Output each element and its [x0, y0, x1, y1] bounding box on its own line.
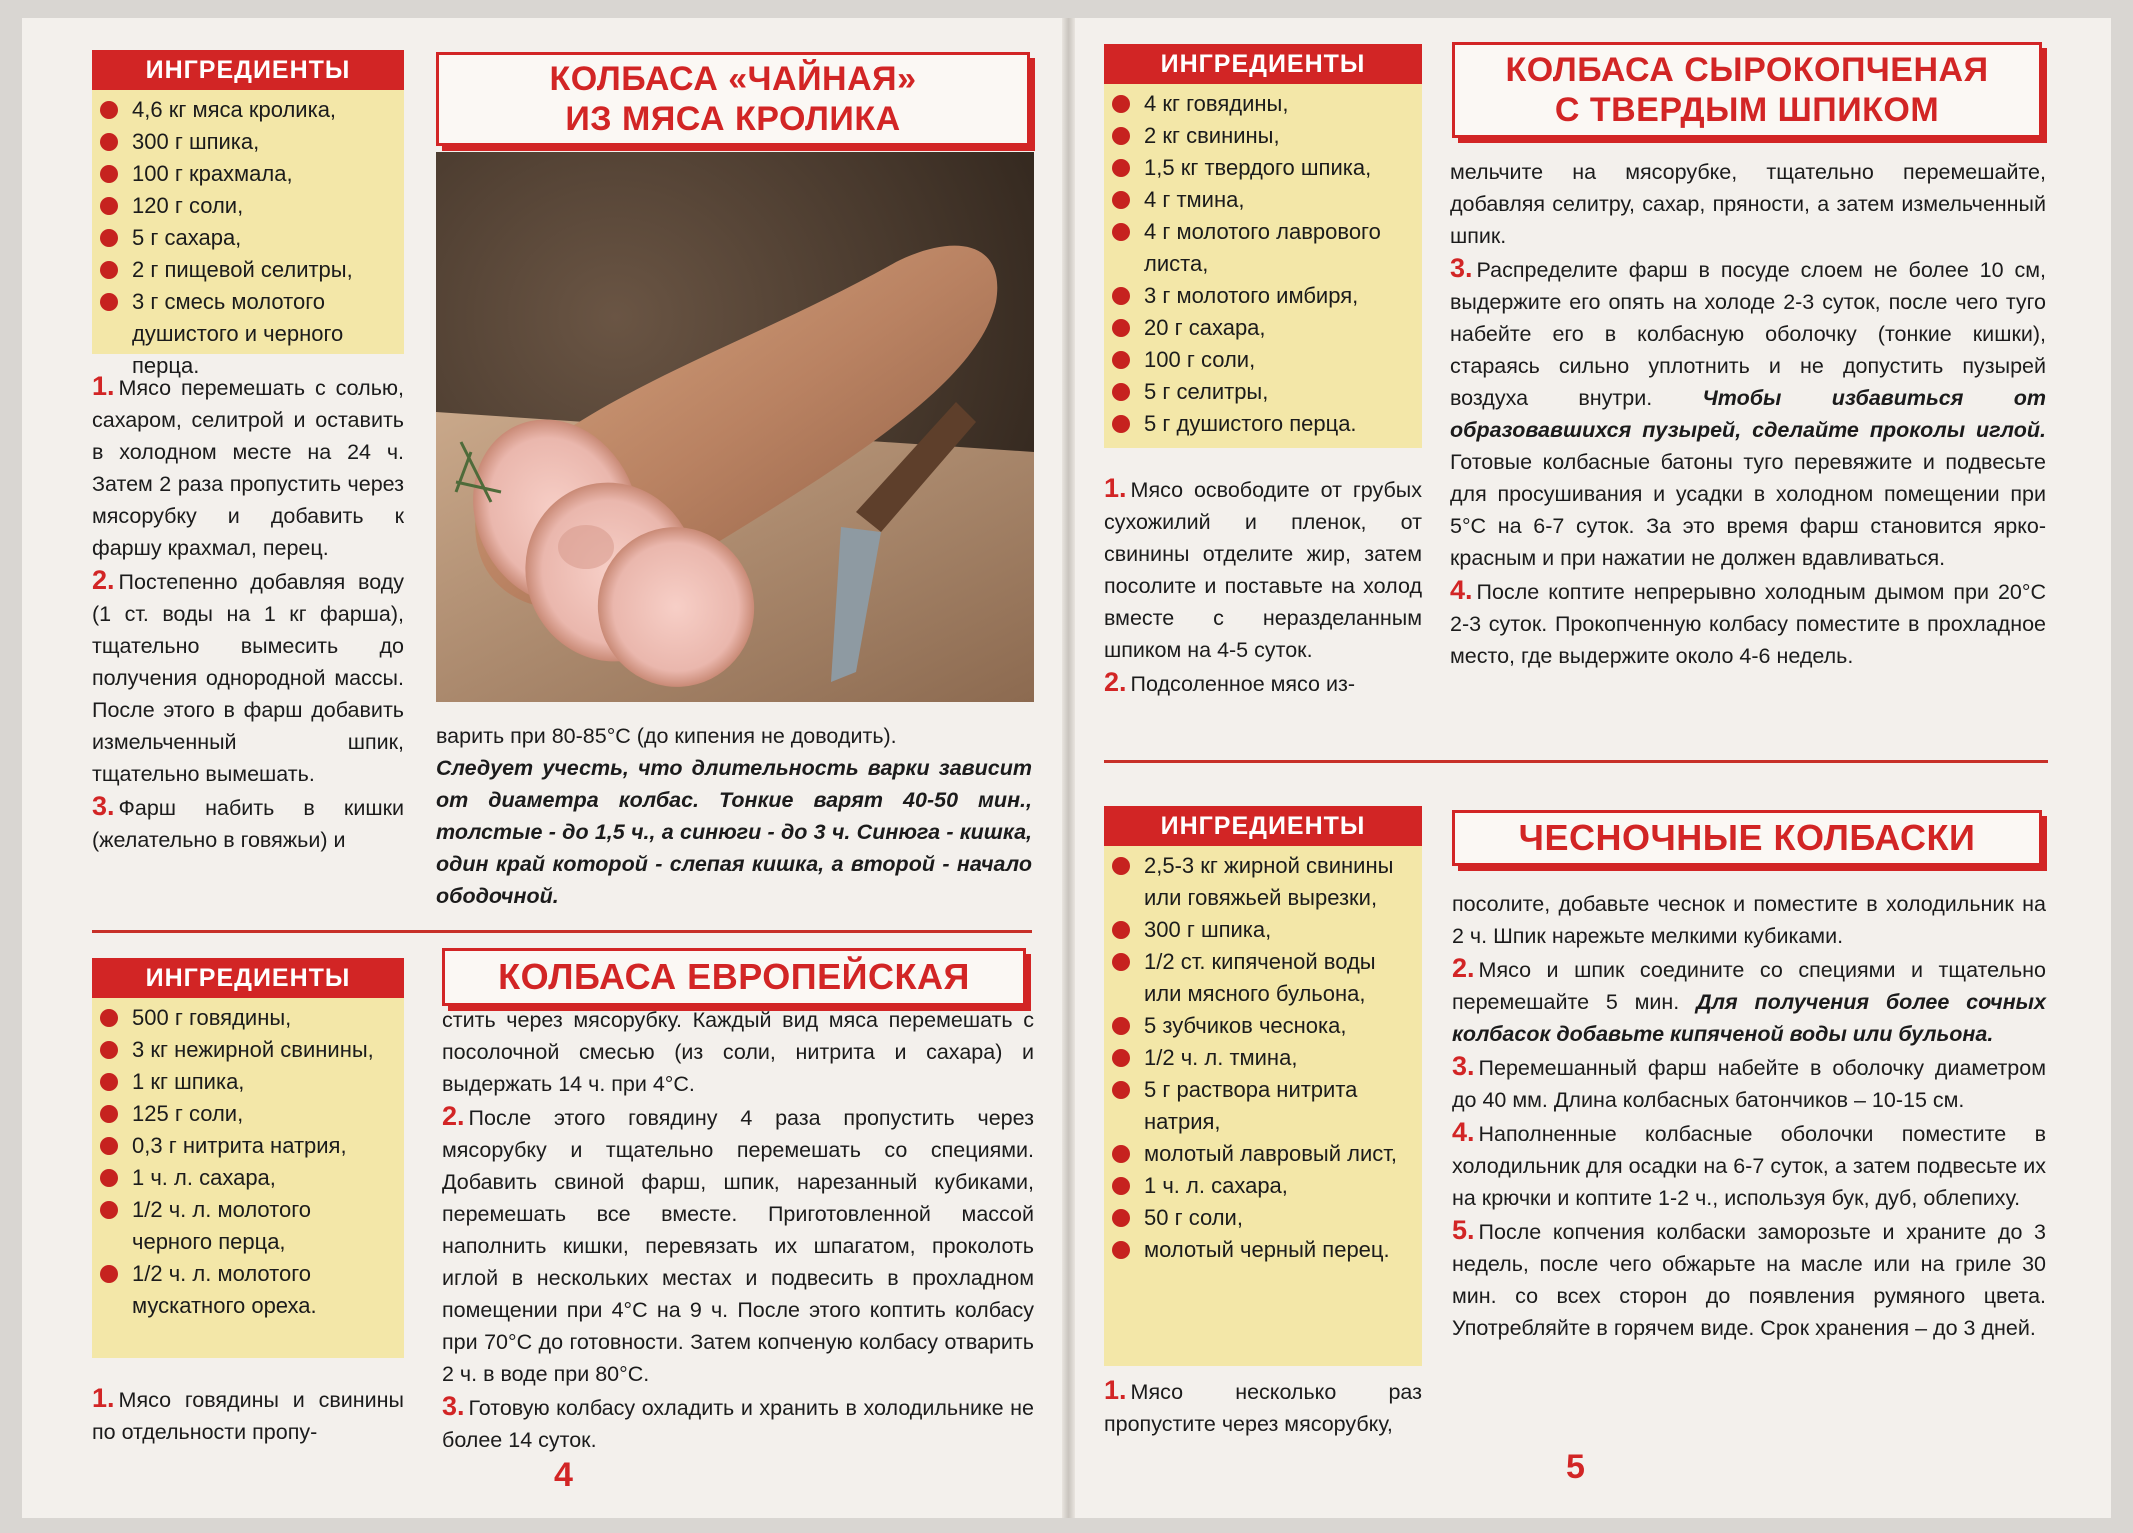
- bullet-icon: [1112, 319, 1130, 337]
- recipe3-title: [1452, 42, 2042, 138]
- bullet-icon: [1112, 1209, 1130, 1227]
- recipe1-title-line2: ИЗ МЯСА КРОЛИКА: [565, 100, 901, 138]
- recipe3-step3: 3. Распределите фарш в посуде слоем не более 10 см, выдержите его опять на холоде 2-3 суток, после чего туго набейте его в колбасную оболочку (тонкие кишки), стараясь сильно уплотнить и не допустить пузырей воздуха внутри. Чтобы избавиться от образовавшихся пузырей, сделайте проколы иглой. Готовые колбасные батоны туго перевяжите и подвесьте для просушивания и усадки в холодном помещении при 5°С на 6-7 суток. За это время фарш становится ярко-красным и при нажатии не должен вдавливаться.: [1450, 253, 2046, 570]
- recipe2-ingredients-list: [92, 998, 404, 1332]
- recipe1-steps-col1: [92, 370, 404, 856]
- bullet-icon: [100, 197, 118, 215]
- ingredient-item: 3 г смесь молотого душистого и черного перца.: [100, 286, 396, 382]
- recipe2-step2: 2. После этого говядину 4 раза пропустить через мясорубку и тщательно перемешать со специями. Добавить свиной фарш, шпик, нарезанный кубиками, перемешать все вместе. Приготовленной массой наполнить кишки, перевязать их шпагатом, проколоть иглой в нескольких местах и подвесить в прохладном помещении при 4°С на 9 ч. После этого коптить колбасу при 70°С до готовности. Затем копченую колбасу отварить 2 ч. в воде при 80°С.: [442, 1101, 1034, 1386]
- step-number: 2.: [442, 1101, 465, 1131]
- recipe4-step2: 2. Мясо и шпик соедините со специями и тщательно перемешайте 5 мин. Для получения более сочных колбасок добавьте кипяченой воды или бульона.: [1452, 953, 2046, 1046]
- step-number: 1.: [1104, 1375, 1127, 1405]
- recipe3-title-line1: КОЛБАСА СЫРОКОПЧЕНАЯ: [1505, 51, 1989, 89]
- recipe2-step1-cont: стить через мясорубку. Каждый вид мяса перемешать с посолочной смесью (из соли, нитрита и сахара) и выдержать 14 ч. при 4°С.: [442, 1008, 1034, 1096]
- ingredient-item: 1/2 ч. л. молотого черного перца,: [100, 1194, 396, 1258]
- ingredient-item: 5 зубчиков чеснока,: [1112, 1010, 1414, 1042]
- recipe3-steps-col2: [1450, 156, 2046, 672]
- step-number: 2.: [1104, 667, 1127, 697]
- bullet-icon: [1112, 1081, 1130, 1099]
- recipe2-title: [442, 948, 1026, 1006]
- bullet-icon: [1112, 159, 1130, 177]
- bullet-icon: [1112, 287, 1130, 305]
- ingredient-item: 1 кг шпика,: [100, 1066, 396, 1098]
- recipe1-step2: 2. Постепенно добавляя воду (1 ст. воды на 1 кг фарша), тщательно вымесить до получения однородной массы. После этого в фарш добавить измельченный шпик, тщательно вымешать.: [92, 565, 404, 786]
- bullet-icon: [1112, 95, 1130, 113]
- recipe2-title-text: КОЛБАСА ЕВРОПЕЙСКАЯ: [498, 956, 970, 997]
- bullet-icon: [1112, 953, 1130, 971]
- recipe3-step2-cont: мельчите на мясорубке, тщательно перемешайте, добавляя селитру, сахар, пряности, а затем измельченный шпик.: [1450, 160, 2046, 248]
- recipe4-steps-col2: [1452, 888, 2046, 1344]
- recipe2-steps-col1: [92, 1382, 404, 1448]
- bullet-icon: [1112, 1049, 1130, 1067]
- ingredient-item: 4 г молотого лаврового листа,: [1112, 216, 1414, 280]
- ingredient-item: 1 ч. л. сахара,: [100, 1162, 396, 1194]
- ingredient-item: 1,5 кг твердого шпика,: [1112, 152, 1414, 184]
- recipe4-ingredients-list: [1104, 846, 1422, 1276]
- ingredient-item: 2 кг свинины,: [1112, 120, 1414, 152]
- recipe1-title-line1: КОЛБАСА «ЧАЙНАЯ»: [549, 60, 917, 98]
- bullet-icon: [100, 1169, 118, 1187]
- bullet-icon: [100, 101, 118, 119]
- recipe2-step1: 1. Мясо говядины и свинины по отдельности пропу-: [92, 1383, 404, 1444]
- bullet-icon: [1112, 351, 1130, 369]
- step-number: 2.: [92, 565, 115, 595]
- ingredient-item: 2 г пищевой селитры,: [100, 254, 396, 286]
- ingredient-item: 4,6 кг мяса кролика,: [100, 94, 396, 126]
- recipe2-ingredients-panel: [92, 958, 404, 1358]
- ingredient-item: 5 г раствора нитрита натрия,: [1112, 1074, 1414, 1138]
- ingredient-item: 1/2 ч. л. тмина,: [1112, 1042, 1414, 1074]
- ingredient-item: 125 г соли,: [100, 1098, 396, 1130]
- bullet-icon: [1112, 1177, 1130, 1195]
- bullet-icon: [100, 133, 118, 151]
- bullet-icon: [1112, 1017, 1130, 1035]
- step-number: 4.: [1450, 575, 1473, 605]
- ingredient-item: 20 г сахара,: [1112, 312, 1414, 344]
- ingredient-item: 0,3 г нитрита натрия,: [100, 1130, 396, 1162]
- bullet-icon: [100, 293, 118, 311]
- bullet-icon: [100, 1041, 118, 1059]
- bullet-icon: [100, 1105, 118, 1123]
- ingredient-item: 1 ч. л. сахара,: [1112, 1170, 1414, 1202]
- recipe4-ingredients-panel: [1104, 806, 1422, 1366]
- ingredient-item: 4 кг говядины,: [1112, 88, 1414, 120]
- ingredient-item: 1/2 ст. кипяченой воды или мясного бульона,: [1112, 946, 1414, 1010]
- bullet-icon: [100, 229, 118, 247]
- step-number: 1.: [1104, 473, 1127, 503]
- ingredient-item: 100 г соли,: [1112, 344, 1414, 376]
- ingredient-item: 5 г селитры,: [1112, 376, 1414, 408]
- ingredient-item: молотый лавровый лист,: [1112, 1138, 1414, 1170]
- recipe1-ingredients-heading: ИНГРЕДИЕНТЫ: [92, 50, 404, 90]
- ingredient-item: 3 г молотого имбиря,: [1112, 280, 1414, 312]
- recipe2-step3: 3. Готовую колбасу охладить и хранить в холодильнике не более 14 суток.: [442, 1391, 1034, 1452]
- recipe1-step3-cont: варить при 80-85°С (до кипения не доводить).: [436, 724, 897, 748]
- recipe1-title: [436, 52, 1030, 146]
- page-number-left: 4: [554, 1456, 573, 1494]
- ingredient-item: молотый черный перец.: [1112, 1234, 1414, 1266]
- recipe1-ingredients-list: [92, 90, 404, 392]
- recipe3-steps-col1: [1104, 472, 1422, 700]
- ingredient-item: 100 г крахмала,: [100, 158, 396, 190]
- section-divider: [92, 930, 1032, 933]
- bullet-icon: [100, 1137, 118, 1155]
- section-divider: [1104, 760, 2048, 763]
- recipe4-step3: 3. Перемешанный фарш набейте в оболочку диаметром до 40 мм. Длина колбасных батончиков – 10-15 см.: [1452, 1051, 2046, 1112]
- ingredient-item: 3 кг нежирной свинины,: [100, 1034, 396, 1066]
- step-number: 3.: [92, 791, 115, 821]
- recipe4-step1-cont: посолите, добавьте чеснок и поместите в холодильник на 2 ч. Шпик нарежьте мелкими кубиками.: [1452, 892, 2046, 948]
- recipe4-step4: 4. Наполненные колбасные оболочки поместите в холодильник для осадки на 6-7 суток, а затем подвесьте их на крючки и коптите 1-2 ч., используя бук, дуб, облепиху.: [1452, 1117, 2046, 1210]
- bullet-icon: [100, 1201, 118, 1219]
- step-number: 5.: [1452, 1215, 1475, 1245]
- step-number: 3.: [1450, 253, 1473, 283]
- ingredient-item: 500 г говядины,: [100, 1002, 396, 1034]
- ingredient-item: 4 г тмина,: [1112, 184, 1414, 216]
- recipe3-step4: 4. После коптите непрерывно холодным дымом при 20°С 2-3 суток. Прокопченную колбасу поместите в прохладное место, где выдержите около 4-6 недель.: [1450, 575, 2046, 668]
- recipe4-title-text: ЧЕСНОЧНЫЕ КОЛБАСКИ: [1518, 817, 1976, 858]
- ingredient-item: 2,5-3 кг жирной свинины или говяжьей вырезки,: [1112, 850, 1414, 914]
- ingredient-item: 300 г шпика,: [100, 126, 396, 158]
- recipe4-step1: 1. Мясо несколько раз пропустите через мясорубку,: [1104, 1375, 1422, 1436]
- step-number: 3.: [1452, 1051, 1475, 1081]
- ingredient-item: 120 г соли,: [100, 190, 396, 222]
- bullet-icon: [1112, 127, 1130, 145]
- recipe4-title: [1452, 810, 2042, 866]
- bullet-icon: [100, 1265, 118, 1283]
- ingredient-item: 50 г соли,: [1112, 1202, 1414, 1234]
- recipe2-steps-col2: [442, 1004, 1034, 1456]
- recipe3-ingredients-heading: ИНГРЕДИЕНТЫ: [1104, 44, 1422, 84]
- recipe2-ingredients-heading: ИНГРЕДИЕНТЫ: [92, 958, 404, 998]
- bullet-icon: [100, 261, 118, 279]
- bullet-icon: [1112, 383, 1130, 401]
- step-number: 3.: [442, 1391, 465, 1421]
- bullet-icon: [100, 1073, 118, 1091]
- step-number: 2.: [1452, 953, 1475, 983]
- page-number-right: 5: [1566, 1448, 1585, 1486]
- recipe1-step1: 1. Мясо перемешать с солью, сахаром, селитрой и оставить в холодном месте на 24 ч. Затем 2 раза пропустить через мясорубку и добавить к фаршу крахмал, перец.: [92, 371, 404, 560]
- recipe1-steps-col2: [436, 720, 1032, 912]
- recipe3-ingredients-list: [1104, 84, 1422, 450]
- ingredient-item: 5 г сахара,: [100, 222, 396, 254]
- recipe3-step2: 2. Подсоленное мясо из-: [1104, 667, 1356, 697]
- bullet-icon: [1112, 1145, 1130, 1163]
- bullet-icon: [1112, 857, 1130, 875]
- recipe3-title-line2: С ТВЕРДЫМ ШПИКОМ: [1554, 91, 1940, 129]
- bullet-icon: [1112, 921, 1130, 939]
- recipe4-steps-col1: [1104, 1374, 1422, 1440]
- bullet-icon: [100, 165, 118, 183]
- bullet-icon: [100, 1009, 118, 1027]
- bullet-icon: [1112, 1241, 1130, 1259]
- bullet-icon: [1112, 223, 1130, 241]
- recipe1-ingredients-panel: [92, 50, 404, 378]
- recipe4-ingredients-heading: ИНГРЕДИЕНТЫ: [1104, 806, 1422, 846]
- bullet-icon: [1112, 191, 1130, 209]
- recipe3-ingredients-panel: [1104, 44, 1422, 448]
- recipe1-tip: Следует учесть, что длительность варки зависит от диаметра колбас. Тонкие варят 40-50 мин., толстые - до 1,5 ч., а синюги - до 3 ч. Синюга - кишка, один край которой - слепая кишка, а второй - начало ободочной.: [436, 756, 1032, 908]
- recipe1-step3: 3. Фарш набить в кишки (желательно в говяжьи) и: [92, 791, 404, 852]
- ingredient-item: 5 г душистого перца.: [1112, 408, 1414, 440]
- sausage-photo: [436, 152, 1034, 702]
- ingredient-item: 1/2 ч. л. молотого мускатного ореха.: [100, 1258, 396, 1322]
- step-number: 4.: [1452, 1117, 1475, 1147]
- recipe3-step1: 1. Мясо освободите от грубых сухожилий и пленок, от свинины отделите жир, затем посолите и поставьте на холод вместе с неразделанным шпиком на 4-5 суток.: [1104, 473, 1422, 662]
- step-number: 1.: [92, 1383, 115, 1413]
- bullet-icon: [1112, 415, 1130, 433]
- book-gutter: [1062, 18, 1075, 1518]
- step-number: 1.: [92, 371, 115, 401]
- recipe4-step5: 5. После копчения колбаски заморозьте и храните до 3 недель, после чего обжарьте на масле или на гриле 30 мин. со всех сторон до появления румяного цвета. Употребляйте в горячем виде. Срок хранения – до 3 дней.: [1452, 1215, 2046, 1340]
- ingredient-item: 300 г шпика,: [1112, 914, 1414, 946]
